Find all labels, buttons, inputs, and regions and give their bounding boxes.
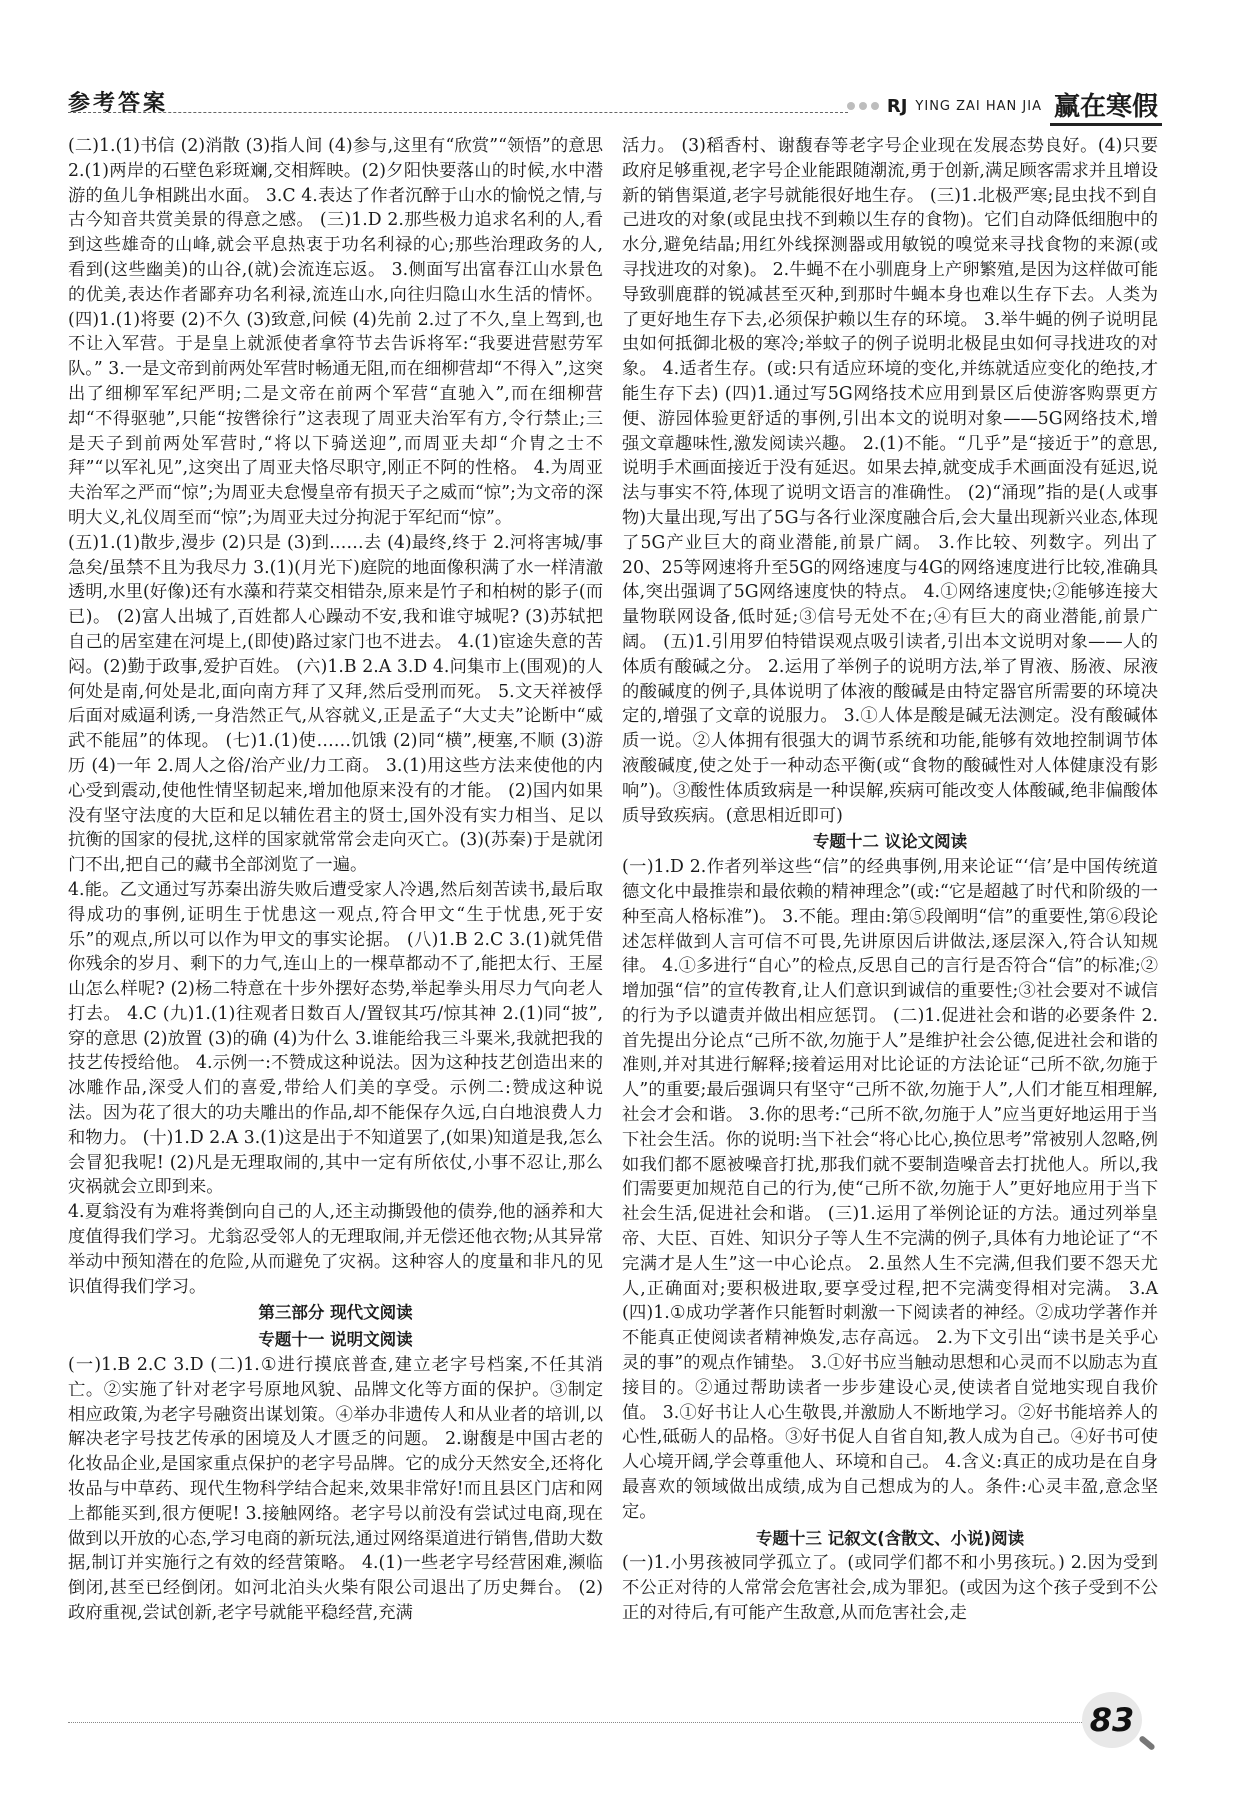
header-divider bbox=[68, 112, 848, 113]
topic-heading: 专题十二 议论文阅读 bbox=[812, 832, 968, 852]
answer-column-right bbox=[622, 134, 1158, 1626]
answer-paragraph: (一)1.小男孩被同学孤立了。(或同学们都不和小男孩玩。) 2.因为受到不公正对待的人常常会危害社会,成为罪犯。(或因为这个孩子受到不公正的对待后,有可能产生敌意,从而危害社会,走 bbox=[622, 1553, 1158, 1624]
answer-paragraph: 4.夏翁没有为难将粪倒向自己的人,还主动撕毁他的债券,他的涵养和大度值得我们学习。尤翁忍受邻人的无理取闹,并无偿还他衣物;从其异常举动中预知潜在的危险,从而避免了灾祸。这种容人的度量和非凡的见识值得我们学习。 bbox=[68, 1202, 603, 1297]
answer-paragraph: (一)1.B 2.C 3.D (二)1.①进行摸底普查,建立老字号档案,不任其消亡。②实施了针对老字号原地风貌、品牌文化等方面的保护。③制定相应政策,为老字号融资出谋划策。④举办非遗传人和从业者的培训,以解决老字号技艺传承的困境及人才匮乏的问题。 2.谢馥是中国古老的化妆品企业,是国家重点保护的老字号品牌。它的成分天然安全,还将化妆品与中草药、现代生物科学结合起来,效果非常好!而且县区门店和网上都能买到,很方便呢! 3.接触网络。老字号以前没有尝试过电商,现在做到以开放的心态,学习电商的新玩法,通过网络渠道进行销售,借助大数据,制订并实施行之有效的经营策略。 4.(1)一些老字号经营困难,濒临倒闭,甚至已经倒闭。如河北泊头火柴有限公司退出了历史舞台。 (2)政府重视,尝试创新,老字号就能平稳经营,充满 bbox=[68, 1355, 603, 1624]
topic-heading: 专题十一 说明文阅读 bbox=[258, 1330, 413, 1350]
answer-paragraph: (一)1.D 2.作者列举这些“信”的经典事例,用来论证“‘信’是中国传统道德文化中最推崇和最依赖的精神理念”(或:“它是超越了时代和阶级的一种至高人格标准”)。 3.不能。理由:第⑤段阐明“信”的重要性,第⑥段论述怎样做到人言可信不可畏,先讲原因后讲做法,逐层深入,符合认知规律。 4.①多进行“自心”的检点,反思自己的言行是否符合“信”的标准;②增加强“信”的宣传教育,让人们意识到诚信的重要性;③社会要对不诚信的行为予以谴责并做出相应惩罚。 (二)1.促进社会和谐的必要条件 2.首先提出分论点“己所不欲,勿施于人”是维护社会公德,促进社会和谐的准则,并对其进行解释;接着运用对比论证的方法论证“己所不欲,勿施于人”的重要;最后强调只有坚守“己所不欲,勿施于人”,人们才能互相理解,社会才会和谐。 3.你的思考:“己所不欲,勿施于人”应当更好地运用于当下社会生活。你的说明:当下社会“将心比心,换位思考”常被别人忽略,例如我们都不愿被噪音打扰,那我们就不要制造噪音去打扰他人。所以,我们需要更加规范自己的行为,使“己所不欲,勿施于人”更好地应用于当下社会生活,促进社会和谐。 (三)1.运用了举例论证的方法。通过列举皇帝、大臣、百姓、知识分子等人生不完满的例子,具体有力地论证了“不完满才是人生”这一中心论点。 2.虽然人生不完满,但我们要不怨天尤人,正确面对;要积极进取,要享受过程,把不完满变得相对完满。 3.A (四)1.①成功学著作只能暂时刺激一下阅读者的神经。②成功学著作并不能真正使阅读者精神焕发,志存高远。 2.为下文引出“读书是关乎心灵的事”的观点作铺垫。 3.①好书应当触动思想和心灵而不以励志为直接目的。②通过帮助读者一步步建设心灵,使读者自觉地实现自我价值。 3.①好书让人心生敬畏,并激励人不断地学习。②好书能培养人的心性,砥砺人的品格。③好书促人自省自知,教人成为自己。④好书可使人心境开阔,学会尊重他人、环境和自己。 4.含义:真正的成功是在自身最喜欢的领域做出成绩,成为自己想成为的人。条件:心灵丰盈,意念坚定。 bbox=[622, 857, 1158, 1522]
answer-paragraph: 4.能。乙文通过写苏秦出游失败后遭受家人冷遇,然后刻苦读书,最后取得成功的事例,证明生于忧患这一观点,符合甲文“生于忧患,死于安乐”的观点,所以可以作为甲文的事实论据。 (八)1.B 2.C 3.(1)就凭借你残余的岁月、剩下的力气,连山上的一棵草都动不了,能把太行、王屋山怎么样呢? (2)杨二特意在十步外摆好态势,举起拳头用尽力气向老人打去。 4.C (九)1.(1)往观者日数百人/置钗其巧/惊其神 2.(1)同“披”,穿的意思 (2)放置 (3)的确 (4)为什么 3.谁能给我三斗粟米,我就把我的技艺传授给他。 4.示例一:不赞成这种说法。因为这种技艺创造出来的冰雕作品,深受人们的喜爱,带给人们美的享受。示例二:赞成这种说法。因为花了很大的功夫雕出的作品,却不能保存久远,白白地浪费人力和物力。 (十)1.D 2.A 3.(1)这是出于不知道罢了,(如果)知道是我,怎么会冒犯我呢! (2)凡是无理取闹的,其中一定有所依仗,小事不忍让,那么灾祸就会立即到来。 bbox=[68, 879, 603, 1198]
section-heading: 第三部分 现代文阅读 bbox=[258, 1303, 413, 1323]
answer-paragraph: (五)1.(1)散步,漫步 (2)只是 (3)到……去 (4)最终,终于 2.河将害城/事急矣/虽禁不且为我尽力 3.(1)(月光下)庭院的地面像积满了水一样清澈透明,水里(好像)还有水藻和荇菜交相错杂,原来是竹子和柏树的影子(而已)。 (2)富人出城了,百姓都人心躁动不安,我和谁守城呢? (3)苏轼把自己的居室建在河堤上,(即使)路过家门也不进去。 4.(1)宦途失意的苦闷。(2)勤于政事,爱护百姓。 (六)1.B 2.A 3.D 4.问集市上(围观)的人何处是南,何处是北,面向南方拜了又拜,然后受刑而死。 5.文天祥被俘后面对威逼利诱,一身浩然正气,从容就义,正是孟子“大丈夫”论断中“威武不能屈”的体现。 (七)1.(1)使……饥饿 (2)同“横”,梗塞,不顺 (3)游历 (4)一年 2.周人之俗/治产业/力工商。 3.(1)用这些方法来使他的内心受到震动,使他性情坚韧起来,增加他原来没有的才能。 (2)国内如果没有坚守法度的大臣和足以辅佐君主的贤士,国外没有实力相当、足以抗衡的国家的侵扰,这样的国家就常常会走向灭亡。(3)(苏秦)于是就闭门不出,把自己的藏书全部浏览了一遍。 bbox=[68, 532, 603, 876]
topic-heading: 专题十三 记叙文(含散文、小说)阅读 bbox=[755, 1528, 1025, 1548]
page-number: 83 bbox=[1082, 1692, 1142, 1748]
answer-paragraph: (二)1.(1)书信 (2)消散 (3)指人间 (4)参与,这里有“欣赏”“领悟”的意思 2.(1)两岸的石壁色彩斑斓,交相辉映。(2)夕阳快要落山的时候,水中潜游的鱼儿争相跳出水面。 3.C 4.表达了作者沉醉于山水的愉悦之情,与古今知音共赏美景的得意之感。 (三)1.D 2.那些极力追求名利的人,看到这些雄奇的山峰,就会平息热衷于功名利禄的心;那些治理政务的人,看到(这些幽美)的山谷,(就)会流连忘返。 3.侧面写出富春江山水景色的优美,表达作者鄙弃功名利禄,流连山水,向往归隐山水生活的情怀。 (四)1.(1)将要 (2)不久 (3)致意,问候 (4)先前 2.过了不久,皇上驾到,也不让入军营。于是皇上就派使者拿符节去告诉将军:“我要进营慰劳军队。” 3.一是文帝到前两处军营时畅通无阻,而在细柳营却“不得入”,这突出了细柳军军纪严明;二是文帝在前两个军营“直驰入”,而在细柳营却“不得驱驰”,只能“按辔徐行”这表现了周亚夫治军有方,令行禁止;三是天子到前两处军营时,“将以下骑送迎”,而周亚夫却“介胄之士不拜”“以军礼见”,这突出了周亚夫恪尽职守,刚正不阿的性格。 4.为周亚夫治军之严而“惊”;为周亚夫怠慢皇帝有损天子之威而“惊”;为文帝的深明大义,礼仪周至而“惊”;为周亚夫过分拘泥于军纪而“惊”。 bbox=[68, 136, 603, 528]
series-pinyin: YING ZAI HAN JIA bbox=[915, 98, 1042, 114]
header-brand-block bbox=[847, 86, 1162, 126]
magnifier-handle-icon bbox=[1138, 1735, 1156, 1751]
series-logo: 赢在寒假 bbox=[1050, 86, 1162, 126]
answer-column-left bbox=[68, 134, 603, 1626]
answer-paragraph: 活力。 (3)稻香村、谢馥春等老字号企业现在发展态势良好。(4)只要政府足够重视,老字号企业能跟随潮流,勇于创新,满足顾客需求并且增设新的销售渠道,老字号就能很好地生存。 (三)1.北极严寒;昆虫找不到自己进攻的对象(或昆虫找不到赖以生存的食物)。它们自动降低细胞中的水分,避免结晶;用红外线探测器或用敏锐的嗅觉来寻找食物的来源(或寻找进攻的对象)。 2.牛蝇不在小驯鹿身上产卵繁殖,是因为这样做可能导致驯鹿群的锐减甚至灭种,到那时牛蝇本身也难以生存下去。人类为了更好地生存下去,必须保护赖以生存的环境。 3.举牛蝇的例子说明昆虫如何抵御北极的寒冷;举蚊子的例子说明北极昆虫如何寻找进攻的对象。 4.适者生存。(或:只有适应环境的变化,并练就适应变化的绝技,才能生存下去) (四)1.通过写5G网络技术应用到景区后使游客购票更方便、游园体验更舒适的事例,引出本文的说明对象——5G网络技术,增强文章趣味性,激发阅读兴趣。 2.(1)不能。“几乎”是“接近于”的意思,说明手术画面接近于没有延迟。如果去掉,就变成手术画面没有延迟,说法与事实不符,体现了说明文语言的准确性。 (2)“涌现”指的是(人或事物)大量出现,写出了5G与各行业深度融合后,会大量出现新兴业态,体现了5G产业巨大的商业潜能,前景广阔。 3.作比较、列数字。列出了20、25等网速将升至5G的网络速度与4G的网络速度进行比较,准确具体,突出强调了5G网络速度快的特点。 4.①网络速度快;②能够连接大量物联网设备,低时延;③信号无处不在;④有巨大的商业潜能,前景广阔。 (五)1.引用罗伯特错误观点吸引读者,引出本文说明对象——人的体质有酸碱之分。 2.运用了举例子的说明方法,举了胃液、肠液、尿液的酸碱度的例子,具体说明了体液的酸碱是由特定器官所需要的环境决定的,增强了文章的说服力。 3.①人体是酸是碱无法测定。没有酸碱体质一说。②人体拥有很强大的调节系统和功能,能够有效地控制调节体液酸碱度,使之处于一种动态平衡(或“食物的酸碱性对人体健康没有影响”)。③酸性体质致病是一种误解,疾病可能改变人体酸碱,绝非偏酸体质导致疾病。(意思相近即可) bbox=[622, 136, 1158, 826]
footer-divider bbox=[68, 1722, 1088, 1723]
page-header-title: 参考答案 bbox=[68, 90, 169, 116]
decorative-dots-icon bbox=[847, 102, 879, 110]
edition-badge: RJ bbox=[886, 95, 908, 117]
